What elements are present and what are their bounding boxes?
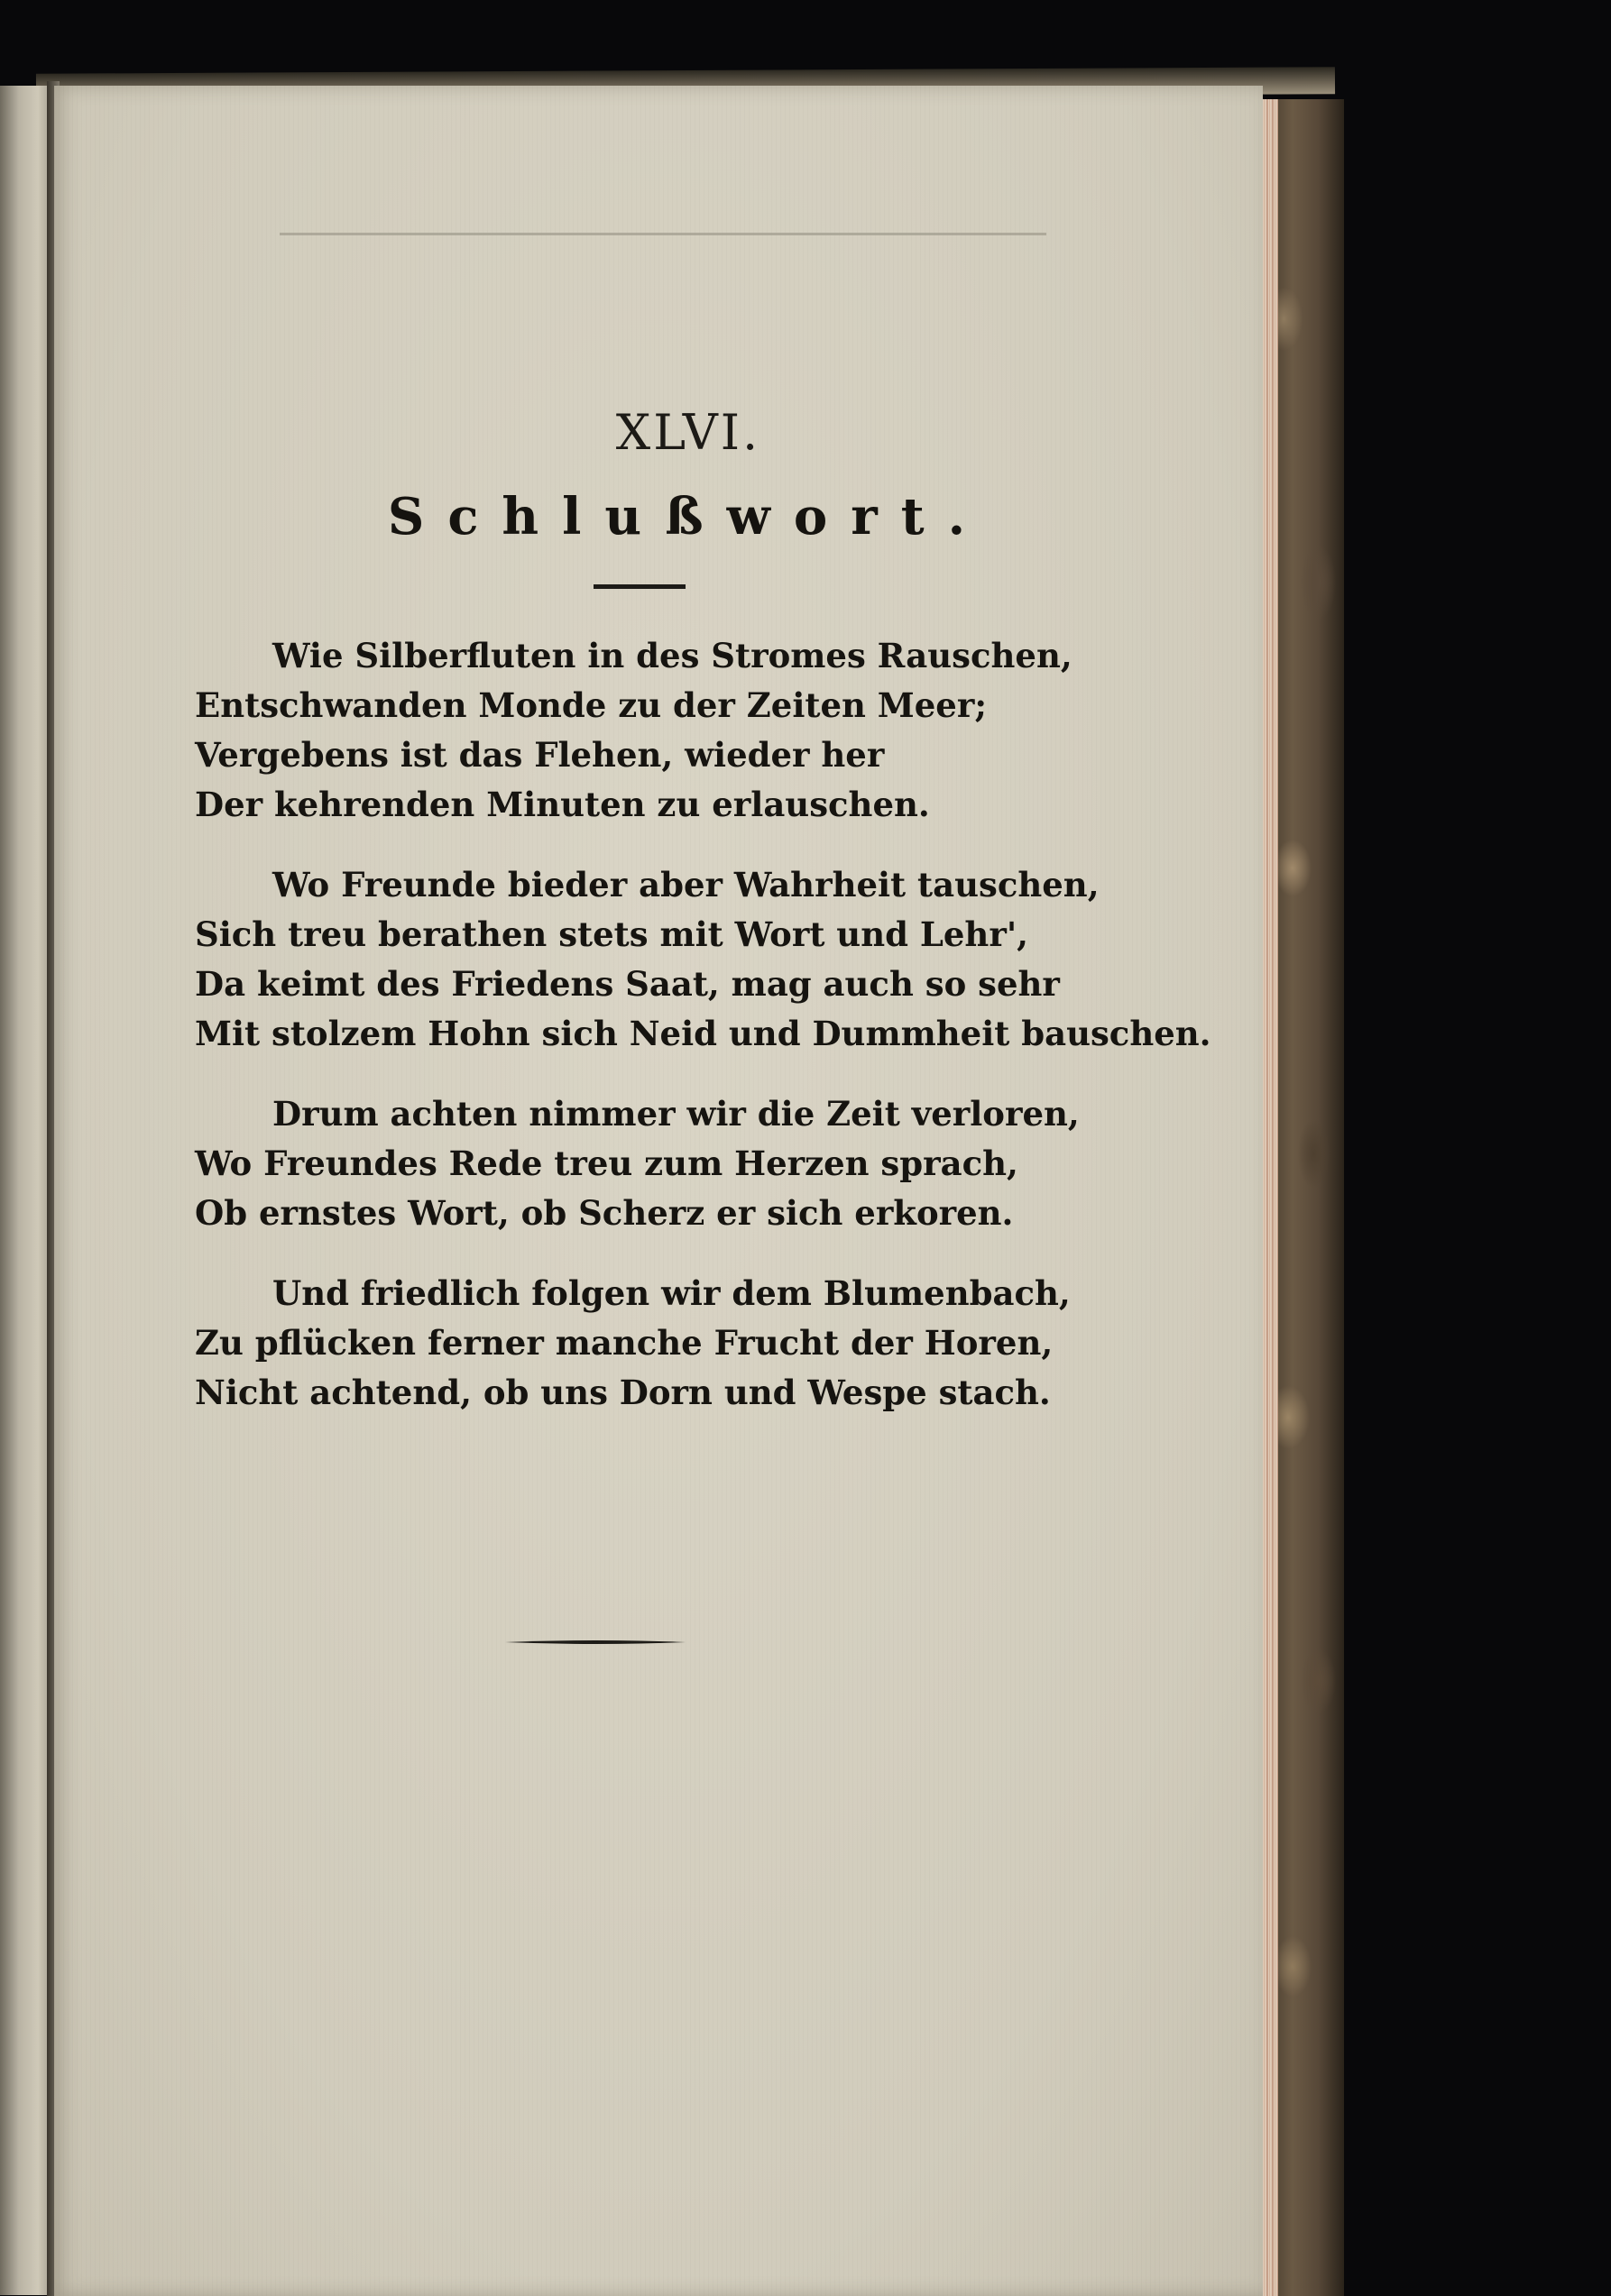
stanza-3 (195, 1089, 1142, 1238)
poem-line: Entschwanden Monde zu der Zeiten Meer; (195, 685, 987, 725)
poem-line: Vergebens ist das Flehen, wieder her (195, 735, 885, 775)
poem-line: Wo Freunde bieder aber Wahrheit tauschen, (272, 865, 1100, 905)
chapter-title: Schlußwort. (387, 487, 990, 546)
poem-line: Zu pflücken ferner manche Frucht der Horen, (195, 1323, 1054, 1363)
poem (195, 631, 1211, 1448)
header-rule (280, 233, 1046, 235)
poem-line: Wo Freundes Rede treu zum Herzen sprach, (195, 1143, 1018, 1183)
poem-line: Sich treu berathen stets mit Wort und Lehr', (195, 914, 1029, 954)
chapter-number: XLVI. (615, 404, 761, 461)
poem-line: Der kehrenden Minuten zu erlauschen. (195, 785, 930, 824)
stanza-2 (195, 860, 1211, 1059)
poem-line: Und friedlich folgen wir dem Blumenbach, (272, 1273, 1071, 1313)
stanza-1 (195, 631, 1142, 830)
poem-line: Wie Silberfluten in des Stromes Rauschen, (272, 636, 1072, 675)
title-rule (594, 584, 686, 589)
poem-line: Drum achten nimmer wir die Zeit verloren, (272, 1094, 1080, 1134)
poem-line: Da keimt des Friedens Saat, mag auch so sehr (195, 964, 1060, 1004)
stanza-4 (195, 1269, 1142, 1418)
poem-line: Nicht achtend, ob uns Dorn und Wespe stach. (195, 1373, 1051, 1412)
poem-line: Mit stolzem Hohn sich Neid und Dummheit bauschen. (195, 1014, 1211, 1053)
end-ornament (505, 1639, 686, 1645)
poem-line: Ob ernstes Wort, ob Scherz er sich erkoren. (195, 1193, 1014, 1233)
